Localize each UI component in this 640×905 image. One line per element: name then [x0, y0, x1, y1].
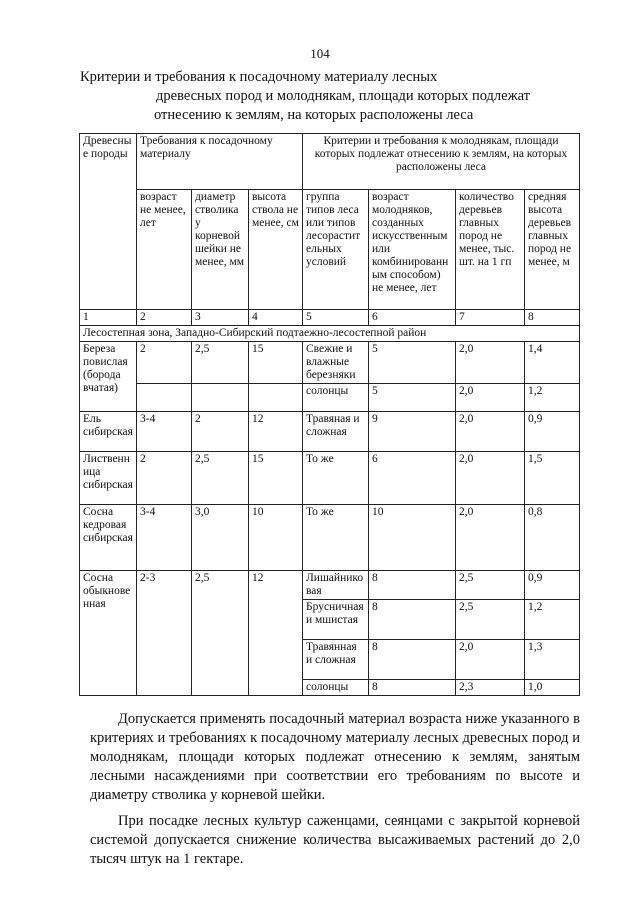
diameter-cell: 2,5: [192, 452, 249, 505]
species-cell: Береза повислая (борода вчатая): [80, 342, 137, 412]
page-number: 104: [310, 46, 330, 61]
age-cell: 3-4: [137, 412, 192, 452]
young-age-cell: 8: [369, 571, 456, 600]
header-row-top: [80, 134, 580, 190]
column-number: 7: [456, 310, 525, 326]
age-cell: 2-3: [137, 571, 192, 696]
forest-type-cell: Травяная и сложная: [303, 412, 369, 452]
header-young-age: возраст молодняков, созданных искусственным или комбинированным способом) не менее, лет: [369, 190, 456, 310]
avg-height-cell: 0,9: [525, 412, 580, 452]
paragraph: При посадке лесных культур саженцами, сеянцами с закрытой корневой системой допускается снижение количества высаживаемых растений до 2,0 тысяч штук на 1 гектаре.: [90, 813, 580, 867]
count-cell: 2,0: [456, 505, 525, 571]
forest-type-cell: Свежие и влажные березняки: [303, 342, 369, 384]
table-row: [80, 505, 580, 571]
avg-height-cell: 1,2: [525, 384, 580, 412]
column-number: 6: [369, 310, 456, 326]
young-age-cell: 8: [369, 600, 456, 640]
column-number: 5: [303, 310, 369, 326]
forest-type-cell: солонцы: [303, 384, 369, 412]
table-row: [80, 452, 580, 505]
header-height: высота ствола не менее, см: [249, 190, 303, 310]
count-cell: 2,5: [456, 571, 525, 600]
avg-height-cell: 0,8: [525, 505, 580, 571]
count-cell: 2,0: [456, 640, 525, 680]
table-row: [80, 571, 580, 600]
title-line-2: древесных пород и молоднякам, площади которых подлежат: [156, 88, 531, 104]
height-cell: 12: [249, 412, 303, 452]
count-cell: 2,5: [456, 600, 525, 640]
diameter-cell: 2,5: [192, 571, 249, 696]
title-line-1: Критерии и требования к посадочному материалу лесных: [80, 69, 438, 85]
young-age-cell: 5: [369, 384, 456, 412]
count-cell: 2,0: [456, 342, 525, 384]
zone-label: Лесостепная зона, Западно-Сибирский подтаежно-лесостепной район: [80, 326, 580, 342]
zone-row: [80, 326, 580, 342]
avg-height-cell: 1,3: [525, 640, 580, 680]
paragraph: Допускается применять посадочный материал возраста ниже указанного в критериях и требованиях к посадочному материалу лесных древесных пород и молоднякам, площади которых подлежат отнесению к землям, занятым лесными насаждениями при соответствии его требованиям по высоте и диаметру стволика у корневой шейки.: [90, 711, 580, 803]
height-cell: 15: [249, 452, 303, 505]
avg-height-cell: 0,9: [525, 571, 580, 600]
avg-height-cell: 1,4: [525, 342, 580, 384]
height-cell: [249, 384, 303, 412]
age-cell: 2: [137, 452, 192, 505]
header-count: количество деревьев главных пород не менее, тыс. шт. на 1 гп: [456, 190, 525, 310]
young-age-cell: 6: [369, 452, 456, 505]
title-line-3: отнесению к землям, на которых расположены леса: [154, 107, 474, 123]
forest-type-cell: То же: [303, 452, 369, 505]
forest-type-cell: Лишайниковая: [303, 571, 369, 600]
column-number: 8: [525, 310, 580, 326]
header-age: возраст не менее, лет: [137, 190, 192, 310]
avg-height-cell: 1,0: [525, 680, 580, 696]
height-cell: 12: [249, 571, 303, 696]
avg-height-cell: 1,2: [525, 600, 580, 640]
header-requirements: Требования к посадочному материалу: [137, 134, 303, 190]
species-cell: Сосна обыкновенная: [80, 571, 137, 696]
column-number: 3: [192, 310, 249, 326]
avg-height-cell: 1,5: [525, 452, 580, 505]
header-row-sub: [80, 190, 580, 310]
age-cell: 3-4: [137, 505, 192, 571]
forest-type-cell: Брусничная и мшистая: [303, 600, 369, 640]
header-species: Древесные породы: [80, 134, 137, 310]
species-cell: Ель сибирская: [80, 412, 137, 452]
young-age-cell: 8: [369, 680, 456, 696]
column-number-row: [80, 310, 580, 326]
forest-type-cell: Травянная и сложная: [303, 640, 369, 680]
column-number: 1: [80, 310, 137, 326]
young-age-cell: 10: [369, 505, 456, 571]
species-cell: Лиственница сибирская: [80, 452, 137, 505]
count-cell: 2,0: [456, 412, 525, 452]
forest-type-cell: То же: [303, 505, 369, 571]
young-age-cell: 5: [369, 342, 456, 384]
body-text: [90, 710, 580, 876]
header-forest-type: группа типов леса или типов лесорастительных условий: [303, 190, 369, 310]
count-cell: 2,0: [456, 452, 525, 505]
column-number: 4: [249, 310, 303, 326]
diameter-cell: [192, 384, 249, 412]
diameter-cell: 2: [192, 412, 249, 452]
document-title: [70, 68, 600, 125]
young-age-cell: 8: [369, 640, 456, 680]
count-cell: 2,3: [456, 680, 525, 696]
column-number: 2: [137, 310, 192, 326]
header-criteria: Критерии и требования к молоднякам, площади которых подлежат отнесению к землям, на которых расположены леса: [303, 134, 580, 190]
forest-type-cell: солонцы: [303, 680, 369, 696]
header-diameter: диаметр стволика у корневой шейки не менее, мм: [192, 190, 249, 310]
age-cell: 2: [137, 342, 192, 384]
table-row: [80, 384, 580, 412]
species-cell: Сосна кедровая сибирская: [80, 505, 137, 571]
height-cell: 10: [249, 505, 303, 571]
count-cell: 2,0: [456, 384, 525, 412]
young-age-cell: 9: [369, 412, 456, 452]
table-row: [80, 412, 580, 452]
criteria-table: [79, 133, 580, 696]
diameter-cell: 3,0: [192, 505, 249, 571]
height-cell: 15: [249, 342, 303, 384]
header-avg-height: средняя высота деревьев главных пород не менее, м: [525, 190, 580, 310]
table-row: [80, 342, 580, 384]
age-cell: [137, 384, 192, 412]
diameter-cell: 2,5: [192, 342, 249, 384]
